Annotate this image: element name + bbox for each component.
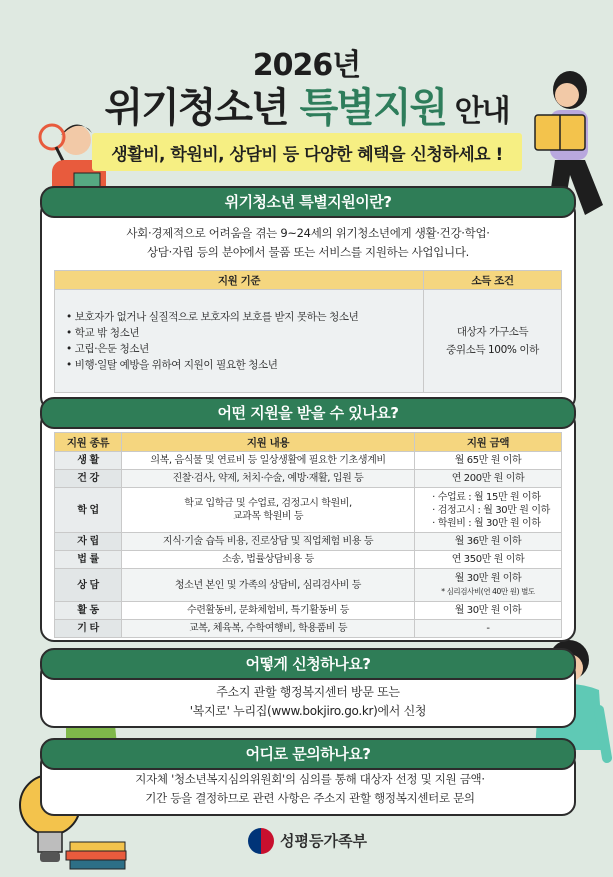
- table-row: [55, 620, 562, 638]
- section-apply-description: [54, 683, 562, 721]
- table-row: [55, 488, 562, 533]
- type-cell: 학 업: [55, 488, 122, 533]
- amount-line: · 수업료 : 월 15만 원 이하: [432, 491, 541, 503]
- type-cell: 건 강: [55, 470, 122, 488]
- amount-cell: 연 350만 원 이하: [415, 551, 562, 569]
- type-cell: 활 동: [55, 602, 122, 620]
- contact-line-2: 기간 등을 결정하므로 관련 사항은 주소지 관할 행정복지센터로 문의: [145, 791, 475, 805]
- table-row: [55, 533, 562, 551]
- amount-cell: 월 65만 원 이하: [415, 452, 562, 470]
- amount-cell: -: [415, 620, 562, 638]
- apply-line-2: '복지로' 누리집(www.bokjiro.go.kr)에서 신청: [189, 704, 427, 718]
- criteria-table: [54, 270, 562, 393]
- support-content-header: 지원 내용: [122, 433, 415, 452]
- income-line-2: 중위소득 100% 이하: [446, 344, 539, 356]
- content-cell: 수련활동비, 문화체험비, 특기활동비 등: [122, 602, 415, 620]
- section-what-is-heading: 위기청소년 특별지원이란?: [40, 186, 576, 218]
- amount-cell: 월 36만 원 이하: [415, 533, 562, 551]
- title-part1: 위기청소년: [104, 85, 300, 131]
- income-header: 소득 조건: [424, 271, 562, 290]
- amount-cell: 월 30만 원 이하: [415, 602, 562, 620]
- type-cell: 상 담: [55, 569, 122, 602]
- amount-note: * 심리검사비(연 40만 원) 별도: [441, 587, 535, 596]
- section-support-heading: 어떤 지원을 받을 수 있나요?: [40, 397, 576, 429]
- content-cell: 교복, 체육복, 수학여행비, 학용품비 등: [122, 620, 415, 638]
- ministry-logo-icon: [248, 828, 274, 854]
- amount-line: · 학원비 : 월 30만 원 이하: [432, 517, 541, 529]
- table-row: [55, 470, 562, 488]
- type-cell: 법 률: [55, 551, 122, 569]
- support-table: [54, 432, 562, 638]
- page-title: [0, 76, 613, 133]
- type-cell: 기 타: [55, 620, 122, 638]
- content-cell: 지식·기술 습득 비용, 진로상담 및 직업체험 비용 등: [122, 533, 415, 551]
- content-cell: 의복, 음식물 및 연료비 등 일상생활에 필요한 기초생계비: [122, 452, 415, 470]
- amount-cell: [415, 569, 562, 602]
- section-contact-description: [100, 770, 520, 808]
- section-apply-heading: 어떻게 신청하나요?: [40, 648, 576, 680]
- content-line: 학교 입학금 및 수업료, 검정고시 학원비,: [184, 498, 352, 509]
- criteria-item: • 비행·일탈 예방을 위하여 지원이 필요한 청소년: [66, 357, 422, 373]
- amount-cell: [415, 488, 562, 533]
- criteria-item: • 보호자가 없거나 실질적으로 보호자의 보호를 받지 못하는 청소년: [66, 309, 422, 325]
- content-cell: 청소년 본인 및 가족의 상담비, 심리검사비 등: [122, 569, 415, 602]
- title-highlight: 특별지원: [299, 85, 447, 131]
- contact-line-1: 지자체 '청소년복지심의위원회'의 심의를 통해 대상자 선정 및 지원 금액·: [135, 772, 485, 786]
- criteria-list: [56, 309, 422, 373]
- criteria-item: • 고립·은둔 청소년: [66, 341, 422, 357]
- title-part2: 안내: [446, 94, 509, 129]
- criteria-item: • 학교 밖 청소년: [66, 325, 422, 341]
- criteria-list-cell: [55, 290, 424, 393]
- section-what-is-description: [54, 224, 562, 262]
- criteria-header: 지원 기준: [55, 271, 424, 290]
- table-row: [55, 569, 562, 602]
- section-contact-heading: 어디로 문의하나요?: [40, 738, 576, 770]
- support-type-header: 지원 종류: [55, 433, 122, 452]
- table-row: [55, 551, 562, 569]
- table-row: [55, 452, 562, 470]
- type-cell: 생 활: [55, 452, 122, 470]
- content-line: 교과목 학원비 등: [232, 511, 304, 522]
- amount-line: · 검정고시 : 월 30만 원 이하: [432, 504, 550, 516]
- amount-line: 월 30만 원 이하: [454, 573, 522, 584]
- income-condition-cell: [424, 290, 562, 393]
- support-amount-header: 지원 금액: [415, 433, 562, 452]
- apply-line-1: 주소지 관할 행정복지센터 방문 또는: [216, 685, 400, 699]
- description-line-1: 사회·경제적으로 어려움을 겪는 9~24세의 위기청소년에게 생활·건강·학업·: [126, 226, 490, 240]
- type-cell: 자 립: [55, 533, 122, 551]
- ministry-name: 성평등가족부: [280, 832, 367, 850]
- year-heading: 2026년: [252, 48, 361, 83]
- subtitle: 생활비, 학원비, 상담비 등 다양한 혜택을 신청하세요 !: [111, 145, 503, 165]
- content-cell: 진찰·검사, 약제, 처치·수술, 예방·재활, 입원 등: [122, 470, 415, 488]
- content-cell: [122, 488, 415, 533]
- table-row: [55, 602, 562, 620]
- income-line-1: 대상자 가구소득: [456, 326, 529, 338]
- amount-list: [426, 491, 550, 530]
- content-cell: 소송, 법률상담비용 등: [122, 551, 415, 569]
- description-line-2: 상담·자립 등의 분야에서 물품 또는 서비스를 지원하는 사업입니다.: [146, 245, 470, 259]
- amount-cell: 연 200만 원 이하: [415, 470, 562, 488]
